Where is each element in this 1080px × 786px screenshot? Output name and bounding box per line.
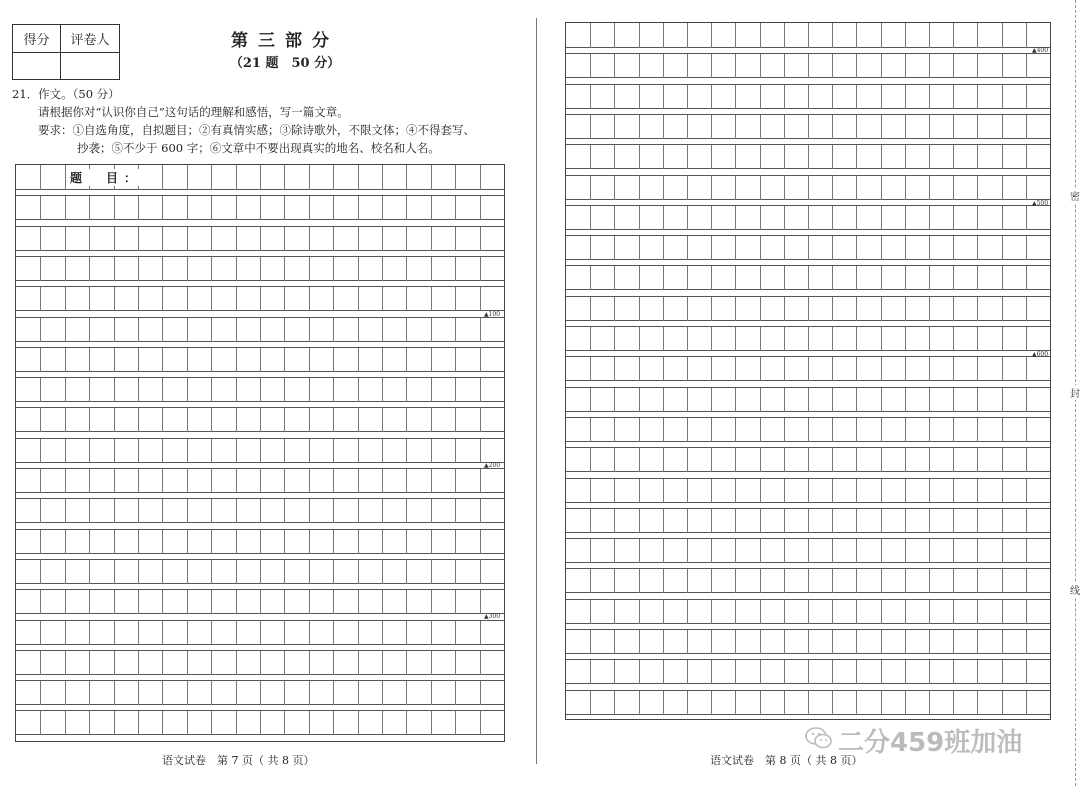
grid-row xyxy=(16,680,504,705)
footer-right: 语文试卷 第 8 页（ 共 8 页） xyxy=(710,754,863,767)
watermark-text: 二分459班加油 xyxy=(838,728,1023,758)
marker-300: ▲300 xyxy=(484,613,501,620)
marker-100: ▲100 xyxy=(484,311,501,318)
requirements-line-1: 要求：①自选角度，自拟题目；②有真情实感；③除诗歌外，不限文体；④不得套写、 xyxy=(38,123,475,137)
grid-row xyxy=(16,589,504,614)
grid-row xyxy=(566,296,1050,321)
grid-row xyxy=(566,23,1050,48)
grid-row xyxy=(16,286,504,311)
grid-row xyxy=(566,235,1050,260)
footer-left: 语文试卷 第 7 页（ 共 8 页） xyxy=(162,754,315,767)
grid-row xyxy=(566,478,1050,503)
grid-row xyxy=(566,205,1050,230)
grid-row xyxy=(16,650,504,675)
grid-row xyxy=(566,356,1050,381)
marker-600: ▲600 xyxy=(1032,351,1049,358)
grid-row xyxy=(566,599,1050,624)
grid-row xyxy=(16,529,504,554)
grid-row xyxy=(566,144,1050,169)
essay-grid-right[interactable] xyxy=(565,22,1051,720)
side-char-xian: 线 xyxy=(1070,582,1080,597)
grid-row xyxy=(566,53,1050,78)
requirements-line-2: 抄袭；⑤不少于 600 字；⑥文章中不要出现真实的地名、校名和人名。 xyxy=(77,141,440,155)
score-field[interactable] xyxy=(13,53,61,79)
score-label: 得分 xyxy=(13,25,61,53)
grid-row xyxy=(566,629,1050,654)
grid-row xyxy=(566,114,1050,139)
grid-row xyxy=(16,468,504,493)
grid-row xyxy=(566,417,1050,442)
grid-row xyxy=(566,568,1050,593)
page-divider xyxy=(536,18,537,764)
grid-row xyxy=(16,226,504,251)
grid-row xyxy=(16,377,504,402)
grid-row xyxy=(566,175,1050,200)
grid-row xyxy=(566,690,1050,715)
section-title: 第三部分 xyxy=(231,31,339,51)
grid-row xyxy=(566,659,1050,684)
side-char-feng: 封 xyxy=(1070,385,1080,400)
marker-400: ▲400 xyxy=(1032,47,1049,54)
grid-row xyxy=(16,256,504,281)
section-subtitle: （21 题 50 分） xyxy=(229,56,341,71)
marker-500: ▲500 xyxy=(1032,200,1049,207)
grid-row xyxy=(16,317,504,342)
grid-row xyxy=(566,326,1050,351)
grid-row xyxy=(16,407,504,432)
grid-row xyxy=(16,710,504,735)
grid-row xyxy=(16,347,504,372)
grid-row xyxy=(566,538,1050,563)
grid-row xyxy=(566,265,1050,290)
grid-row xyxy=(566,508,1050,533)
grid-row xyxy=(16,620,504,645)
grid-row xyxy=(16,195,504,220)
question-prompt: 请根据你对“认识你自己”这句话的理解和感悟，写一篇文章。 xyxy=(38,105,349,119)
grid-row xyxy=(16,438,504,463)
score-table xyxy=(12,24,120,80)
grid-row xyxy=(16,498,504,523)
grid-row xyxy=(16,559,504,584)
grader-field[interactable] xyxy=(61,53,119,79)
marker-200: ▲200 xyxy=(484,462,501,469)
grid-row xyxy=(566,84,1050,109)
grid-row xyxy=(566,447,1050,472)
grader-label: 评卷人 xyxy=(61,25,119,53)
wechat-icon xyxy=(805,726,833,750)
essay-grid-left[interactable] xyxy=(15,164,505,742)
question-heading: 21．作文。（50 分） xyxy=(12,87,120,101)
grid-row xyxy=(566,387,1050,412)
side-char-mi: 密 xyxy=(1070,188,1080,203)
essay-title-label: 题 目： xyxy=(70,171,143,185)
